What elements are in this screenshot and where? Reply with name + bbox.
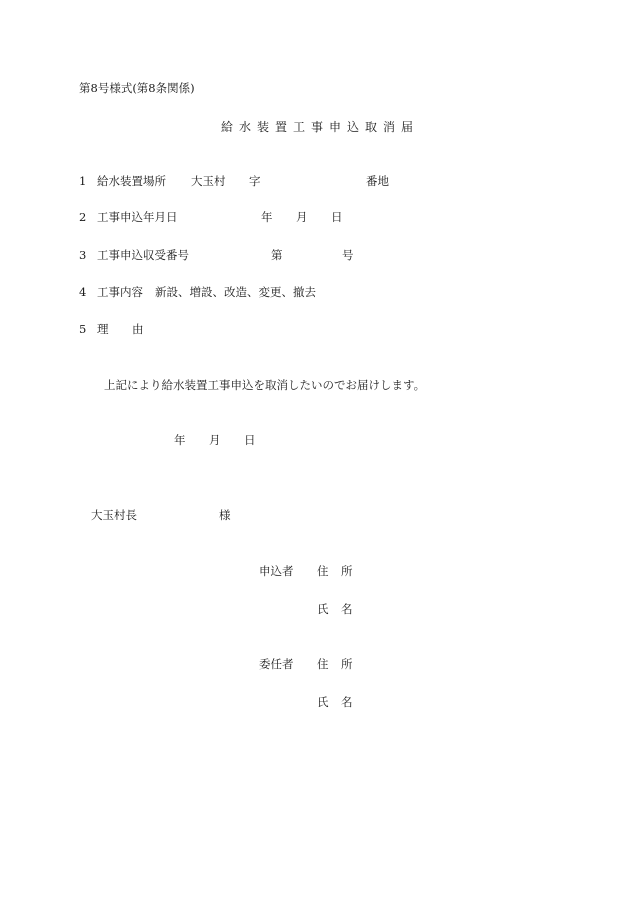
banchi-label: 番地 xyxy=(366,174,389,188)
item-number: 1 xyxy=(79,174,87,188)
month-label: 月 xyxy=(209,433,221,447)
item-label: 理 xyxy=(97,322,109,336)
item-label: 工事申込年月日 xyxy=(97,210,178,224)
aza-label: 字 xyxy=(249,174,261,188)
document-title: 給水装置工事申込取消届 xyxy=(221,120,420,134)
year-label: 年 xyxy=(174,433,186,447)
work-options: 新設、増設、改造、変更、撤去 xyxy=(155,285,316,299)
day-label: 日 xyxy=(244,433,256,447)
dai-label: 第 xyxy=(271,248,283,262)
item-number: 3 xyxy=(79,248,87,262)
name-label: 氏 xyxy=(317,695,329,709)
item-label: 工事内容 xyxy=(97,285,143,299)
name-label: 名 xyxy=(341,695,353,709)
day-label: 日 xyxy=(331,210,343,224)
statement-text: 上記により給水装置工事申込を取消したいのでお届けします。 xyxy=(104,378,426,392)
month-label: 月 xyxy=(296,210,308,224)
item-number: 2 xyxy=(79,210,87,224)
item-label: 工事申込収受番号 xyxy=(97,248,189,262)
item-label: 由 xyxy=(132,322,144,336)
address-label: 住 xyxy=(317,657,329,671)
agent-role: 委任者 xyxy=(259,657,294,671)
addressee-name: 大玉村長 xyxy=(91,508,137,522)
honorific: 様 xyxy=(219,508,231,522)
village-name: 大玉村 xyxy=(191,174,226,188)
name-label: 氏 xyxy=(317,602,329,616)
form-number: 第8号様式(第8条関係) xyxy=(79,81,195,95)
item-label: 給水装置場所 xyxy=(97,174,166,188)
name-label: 名 xyxy=(341,602,353,616)
year-label: 年 xyxy=(261,210,273,224)
address-label: 所 xyxy=(341,564,353,578)
item-number: 4 xyxy=(79,285,87,299)
item-number: 5 xyxy=(79,322,87,336)
address-label: 所 xyxy=(341,657,353,671)
applicant-role: 申込者 xyxy=(259,564,294,578)
go-label: 号 xyxy=(342,248,354,262)
address-label: 住 xyxy=(317,564,329,578)
